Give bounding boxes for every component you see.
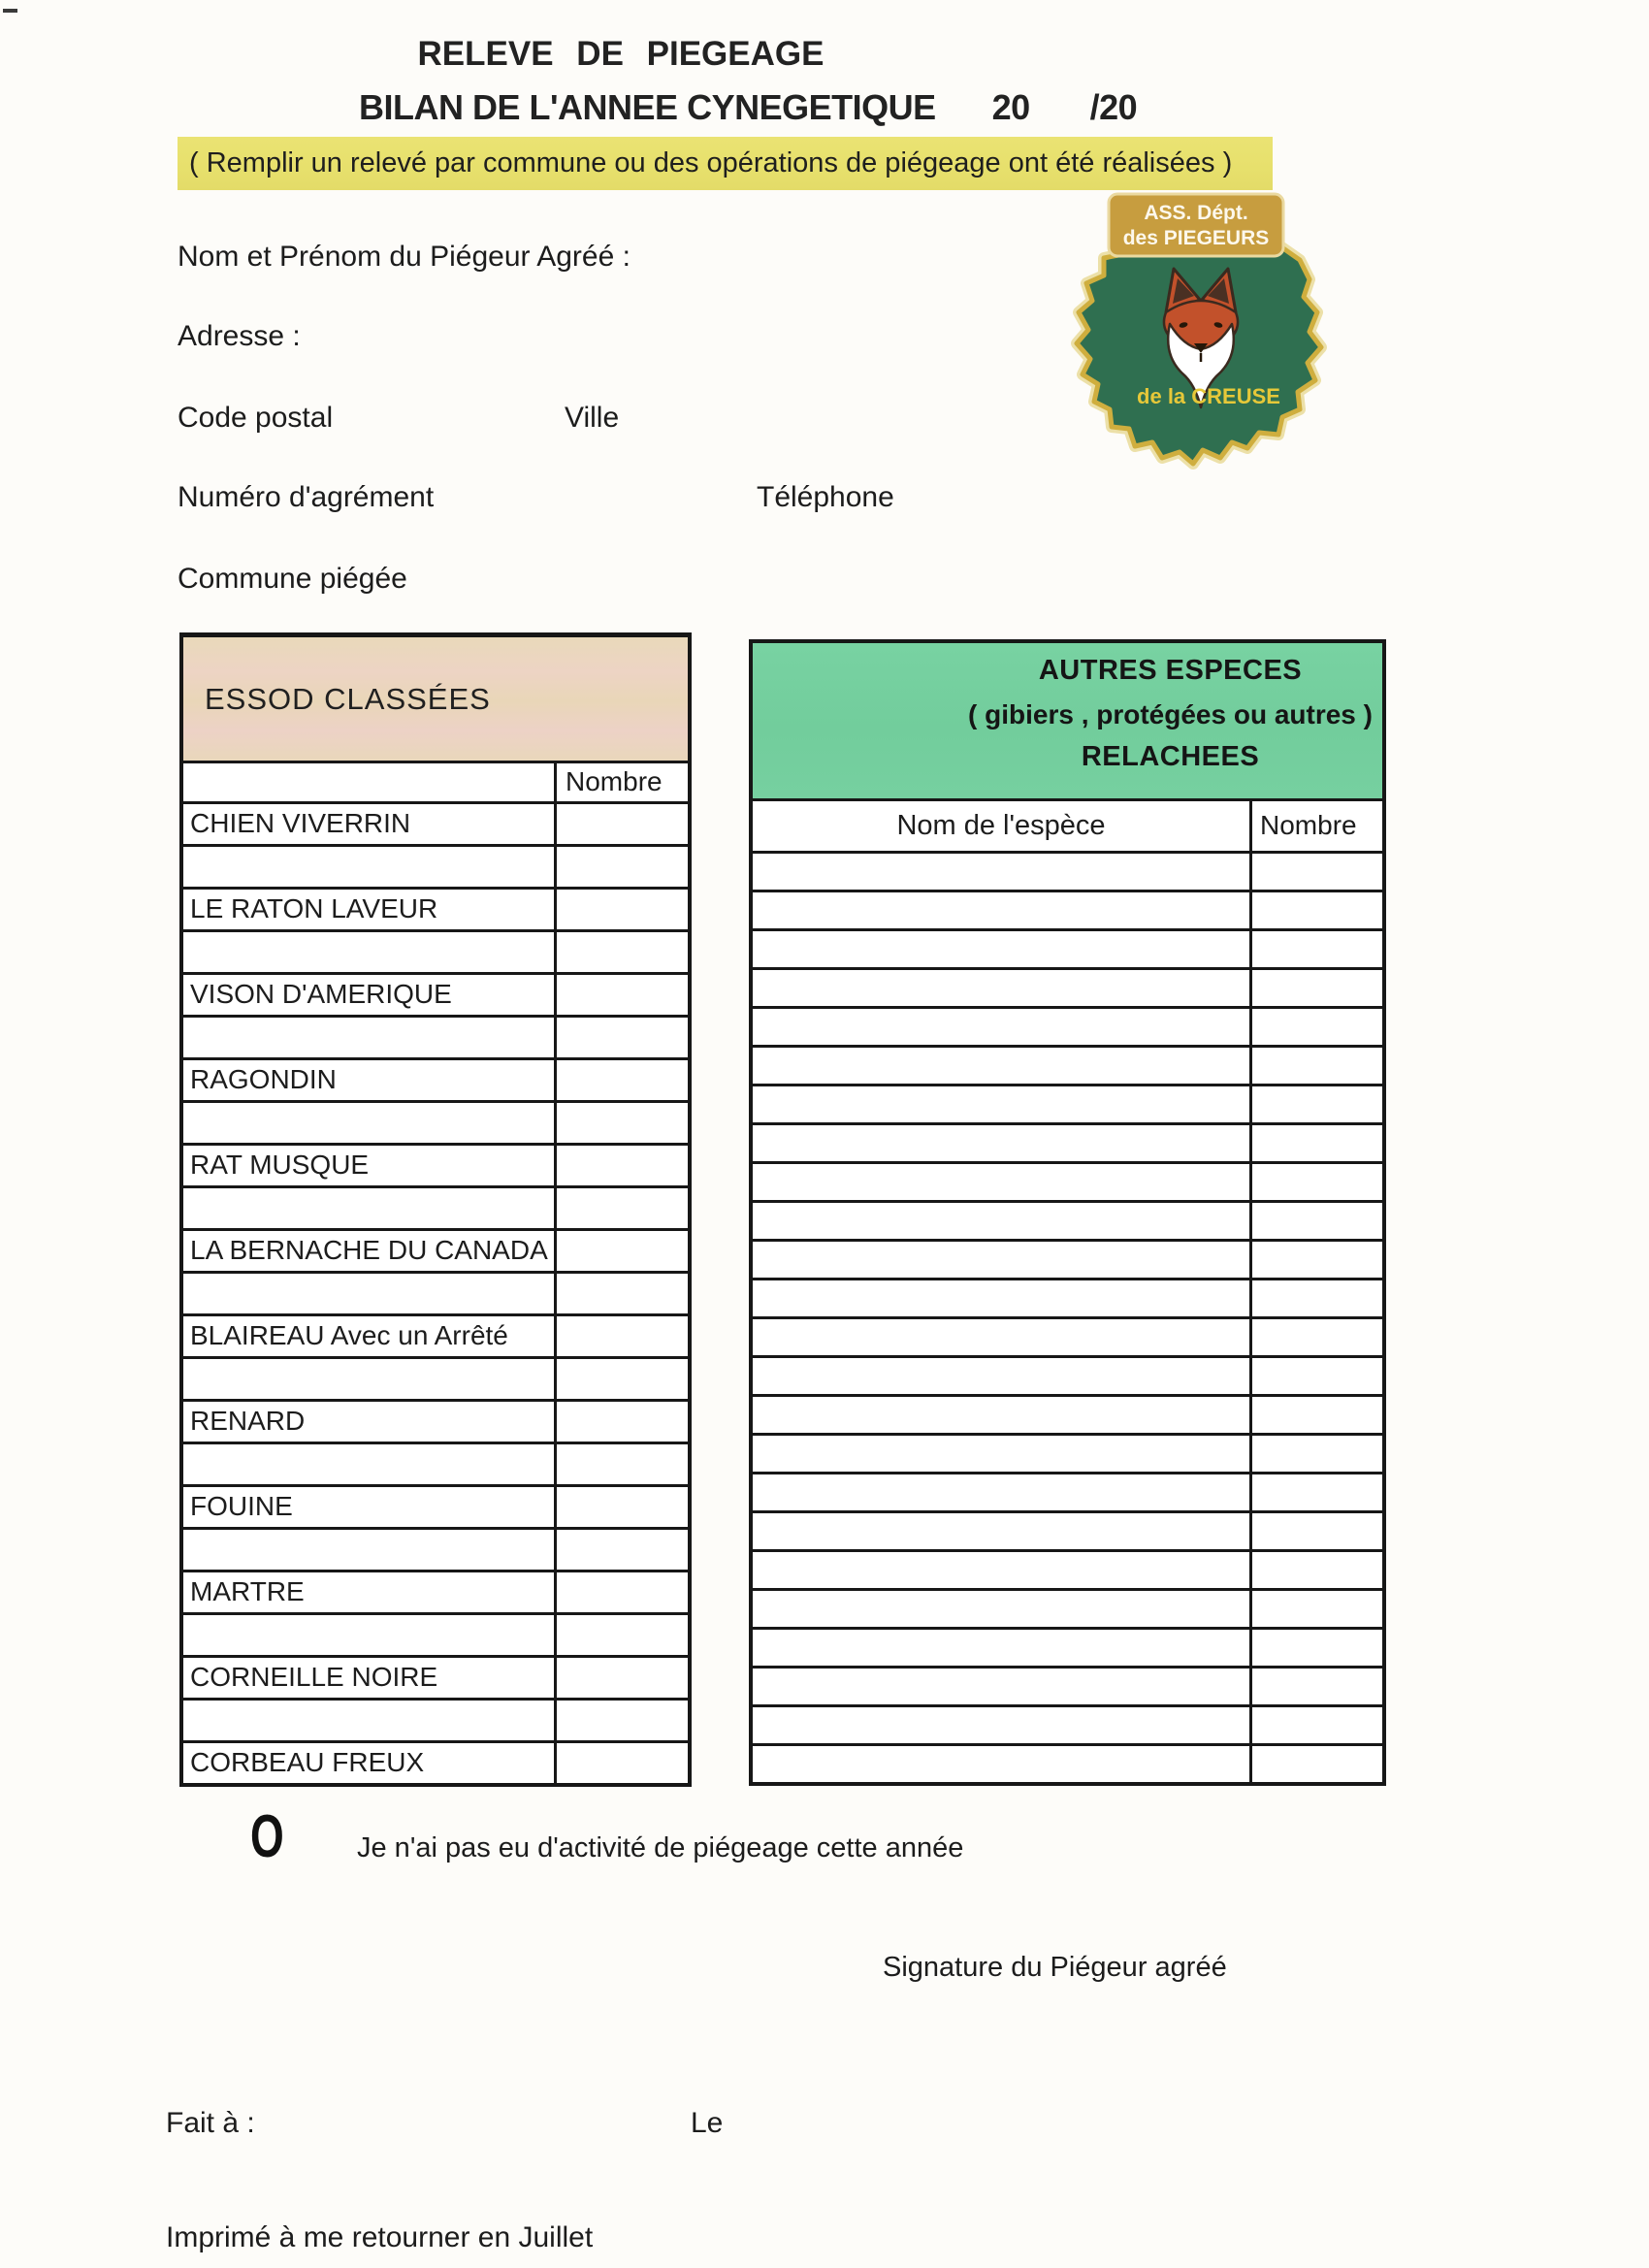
released-species-count-cell [1252,1009,1382,1045]
released-species-count-cell [1252,1280,1382,1316]
species-count-cell [557,1146,688,1185]
done-at-label: Fait à : [166,2107,255,2139]
no-activity-circle: O [250,1803,284,1870]
scan-artifact [3,9,17,13]
species-count-cell [557,1018,688,1057]
species-name-cell: RENARD [183,1402,557,1442]
species-name-cell: RAT MUSQUE [183,1146,557,1185]
count-column-header: Nombre [566,766,663,796]
released-species-row [753,1472,1382,1510]
released-species-count-cell [1252,1552,1382,1588]
spacer-row [183,844,688,887]
released-species-count-cell [1252,1397,1382,1433]
released-species-name-cell [753,970,1252,1006]
released-species-row [753,1666,1382,1704]
species-name-cell: FOUINE [183,1487,557,1527]
released-species-name-cell [753,1552,1252,1588]
released-species-row [753,1239,1382,1278]
species-count-cell [557,1402,688,1442]
commune-field-label: Commune piégée [178,563,407,595]
released-species-row [753,1704,1382,1743]
year-prefix: 20 [991,87,1030,127]
released-species-name-cell [753,1358,1252,1394]
released-species-name-cell [753,1474,1252,1510]
released-species-name-cell [753,1203,1252,1239]
released-species-row [753,1743,1382,1782]
name-field-label: Nom et Prénom du Piégeur Agréé : [178,241,630,273]
species-count-cell [557,932,688,972]
released-species-count-cell [1252,892,1382,928]
species-count-cell [557,1188,688,1228]
species-count-cell [557,1743,688,1783]
species-name-cell [183,1018,557,1057]
species-row [183,887,688,929]
association-logo [1055,188,1332,479]
spacer-row [183,1100,688,1143]
species-name-cell [183,1530,557,1570]
released-species-count-cell [1252,1242,1382,1278]
released-species-row [753,1627,1382,1666]
date-label: Le [691,2107,724,2139]
released-species-row [753,1161,1382,1200]
released-species-name-cell [753,892,1252,928]
released-species-count-cell [1252,970,1382,1006]
released-species-count-cell [1252,1669,1382,1704]
released-species-count-cell [1252,1707,1382,1743]
species-count-cell [557,1444,688,1484]
instruction-highlight: ( Remplir un relevé par commune ou des opérations de piégeage ont été réalisées ) [178,137,1273,190]
released-species-count-cell [1252,1474,1382,1510]
released-species-row [753,1355,1382,1394]
species-count-cell [557,1359,688,1399]
released-species-name-cell [753,1436,1252,1472]
species-count-cell [557,1701,688,1740]
species-row [183,1740,688,1783]
released-species-row [753,1394,1382,1433]
released-species-name-cell [753,1125,1252,1161]
species-name-column-header: Nom de l'espèce [753,801,1252,851]
species-name-cell: LE RATON LAVEUR [183,890,557,929]
released-species-count-cell [1252,1319,1382,1355]
species-row [183,1655,688,1698]
species-name-cell: CHIEN VIVERRIN [183,804,557,844]
species-name-cell [183,1444,557,1484]
species-count-cell [557,1615,688,1655]
species-row [183,801,688,844]
released-species-name-cell [753,1280,1252,1316]
species-row [183,1570,688,1612]
species-count-cell [557,804,688,844]
released-species-table-header [753,643,1382,798]
logo-badge-line2: des PIEGEURS [1122,227,1270,249]
released-species-row [753,1510,1382,1549]
spacer-row [183,1015,688,1057]
signature-label: Signature du Piégeur agréé [883,1952,1227,1983]
license-number-field-label: Numéro d'agrément [178,481,435,513]
form-title: RELEVE DE PIEGEAGE [417,35,824,73]
released-species-name-cell [753,1319,1252,1355]
spacer-row [183,1527,688,1570]
classified-species-rows [183,801,688,1783]
released-species-name-cell [753,1086,1252,1122]
released-species-count-cell [1252,931,1382,967]
no-activity-label: Je n'ai pas eu d'activité de piégeage cette année [357,1832,964,1863]
released-species-name-cell [753,1707,1252,1743]
released-species-row [753,1045,1382,1084]
released-species-count-cell [1252,1746,1382,1782]
released-species-row [753,1316,1382,1355]
released-species-count-cell [1252,1048,1382,1084]
species-name-cell [183,1103,557,1143]
classified-species-table [179,632,692,1787]
released-table-subheader-row [753,798,1382,851]
species-row [183,1484,688,1527]
species-name-cell [183,1701,557,1740]
species-name-cell: CORBEAU FREUX [183,1743,557,1783]
species-count-cell [557,847,688,887]
released-species-row [753,1433,1382,1472]
released-species-row [753,1084,1382,1122]
released-species-name-cell [753,1746,1252,1782]
logo-map-caption: de la CREUSE [1137,384,1280,408]
species-count-cell [557,1231,688,1271]
species-count-cell [557,890,688,929]
species-count-cell [557,1530,688,1570]
released-species-count-cell [1252,1086,1382,1122]
species-count-cell [557,1487,688,1527]
released-species-name-cell [753,1048,1252,1084]
species-row [183,1228,688,1271]
released-species-name-cell [753,1669,1252,1704]
species-name-cell: VISON D'AMERIQUE [183,975,557,1015]
released-header-line1: AUTRES ESPECES [1038,655,1303,686]
classified-species-table-header: ESSOD CLASSÉES [183,637,688,761]
species-row [183,1057,688,1100]
spacer-row [183,1185,688,1228]
empty-header-cell [183,763,557,801]
spacer-row [183,1612,688,1655]
released-species-name-cell [753,1397,1252,1433]
species-count-cell [557,1103,688,1143]
released-header-line3: RELACHEES [1081,741,1260,772]
released-species-name-cell [753,1513,1252,1549]
released-species-name-cell [753,854,1252,890]
species-count-cell [557,1060,688,1100]
species-name-cell: MARTRE [183,1572,557,1612]
species-row [183,1313,688,1356]
spacer-row [183,1271,688,1313]
species-name-cell [183,1274,557,1313]
phone-field-label: Téléphone [757,481,894,513]
species-name-cell [183,932,557,972]
released-species-count-cell [1252,1125,1382,1161]
count-column-header: Nombre [1260,810,1357,840]
species-name-cell: CORNEILLE NOIRE [183,1658,557,1698]
released-species-row [753,1006,1382,1045]
released-species-row [753,890,1382,928]
spacer-row [183,929,688,972]
species-row [183,1143,688,1185]
released-species-name-cell [753,1164,1252,1200]
species-name-cell: RAGONDIN [183,1060,557,1100]
released-header-line2: ( gibiers , protégées ou autres ) [968,699,1373,729]
released-species-name-cell [753,1591,1252,1627]
species-count-cell [557,1274,688,1313]
released-species-name-cell [753,1242,1252,1278]
released-species-row [753,928,1382,967]
species-count-cell [557,1658,688,1698]
released-species-count-cell [1252,1203,1382,1239]
species-count-cell [557,975,688,1015]
released-species-count-cell [1252,1164,1382,1200]
released-species-row [753,851,1382,890]
species-name-cell [183,1359,557,1399]
released-species-name-cell [753,931,1252,967]
return-note: Imprimé à me retourner en Juillet [166,2221,594,2253]
released-species-count-cell [1252,1513,1382,1549]
form-subtitle: BILAN DE L'ANNEE CYNEGETIQUE [359,87,936,127]
released-species-table [749,639,1386,1786]
species-count-cell [557,1572,688,1612]
year-suffix: /20 [1089,87,1138,127]
spacer-row [183,1698,688,1740]
released-species-count-cell [1252,1358,1382,1394]
postal-code-field-label: Code postal [178,402,334,434]
released-species-row [753,1588,1382,1627]
logo-badge-line1: ASS. Dépt. [1144,202,1248,224]
released-species-row [753,967,1382,1006]
species-name-cell [183,1615,557,1655]
released-species-count-cell [1252,1630,1382,1666]
species-name-cell: BLAIREAU Avec un Arrêté [183,1316,557,1356]
species-name-cell: LA BERNACHE DU CANADA [183,1231,557,1271]
species-row [183,1399,688,1442]
city-field-label: Ville [565,402,620,434]
released-species-rows [753,851,1382,1782]
spacer-row [183,1442,688,1484]
form-subtitle-row [359,87,1137,128]
classified-table-subheader-row [183,761,688,801]
species-name-cell [183,1188,557,1228]
released-species-row [753,1549,1382,1588]
released-species-count-cell [1252,1591,1382,1627]
released-species-count-cell [1252,1436,1382,1472]
released-species-name-cell [753,1630,1252,1666]
species-name-cell [183,847,557,887]
released-species-row [753,1200,1382,1239]
released-species-name-cell [753,1009,1252,1045]
address-field-label: Adresse : [178,320,301,352]
released-species-count-cell [1252,854,1382,890]
released-species-row [753,1278,1382,1316]
species-count-cell [557,1316,688,1356]
species-row [183,972,688,1015]
spacer-row [183,1356,688,1399]
released-species-row [753,1122,1382,1161]
